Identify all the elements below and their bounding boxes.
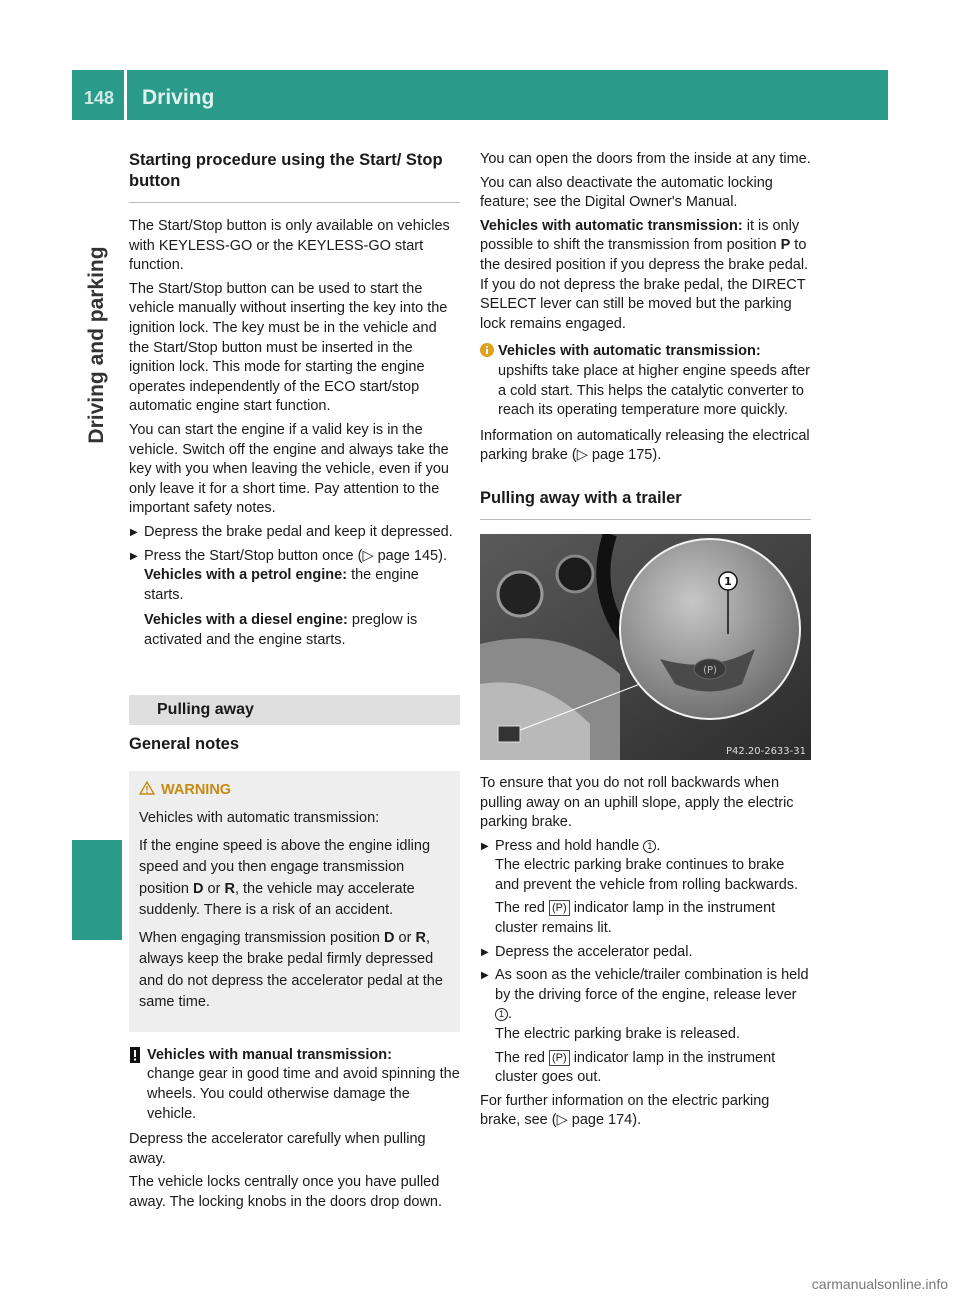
- diesel-label: Vehicles with a diesel engine:: [144, 612, 348, 629]
- info-note: [480, 342, 811, 420]
- svg-text:(P): (P): [703, 664, 717, 676]
- photo-code: P42.20-2633-31: [725, 745, 806, 757]
- step-text: Depress the brake pedal and keep it depressed.: [144, 523, 453, 540]
- subheading-general-notes: General notes: [129, 735, 240, 754]
- warning-text: When engaging transmission position D or R, always keep the brake pedal firmly depressed and do not depress the accelerator pedal at the same time.: [139, 929, 443, 1011]
- dashboard-photo: [480, 534, 811, 760]
- paragraph: To ensure that you do not roll backwards when pulling away on an uphill slope, apply the electric parking brake.: [480, 774, 794, 831]
- side-tab-label: Driving and parking: [85, 246, 108, 444]
- parking-brake-icon: (P): [549, 1050, 570, 1066]
- step-arrow-icon: ▶: [130, 550, 138, 562]
- step-arrow-icon: ▶: [130, 526, 138, 538]
- left-column: [129, 150, 460, 1217]
- warning-triangle-icon: [139, 781, 155, 795]
- exclamation-icon: [129, 1047, 141, 1063]
- page-reference-link[interactable]: ▷ page 175: [576, 447, 653, 464]
- petrol-label: Vehicles with a petrol engine:: [144, 567, 348, 584]
- warning-text: If the engine speed is above the engine idling speed and you then engage transmission position D or R, the vehicle may accelerate suddenly. There is a risk of an accident.: [139, 837, 431, 919]
- instruction-step: ▶ As soon as the vehicle/trailer combination is held by the driving force of the engine, release lever 1 . The electric parking brake is released. The red (P) indicator lamp in the instrument cluster goes out.: [481, 967, 809, 1086]
- paragraph: You can start the engine if a valid key is in the vehicle. Switch off the engine and always take the key with you when leaving the vehicle, even if you only leave it for a short time. Pay attention to the important safety notes.: [129, 421, 449, 517]
- info-text: upshifts take place at higher engine speeds after a cold start. This helps the catalytic converter to reach its operating temperature more quickly.: [498, 362, 810, 419]
- info-icon: [480, 343, 494, 357]
- right-column: [480, 150, 811, 1135]
- caution-label: Vehicles with manual transmission:: [147, 1046, 392, 1063]
- section-heading-start-stop: Starting procedure using the Start/ Stop button: [129, 150, 460, 203]
- paragraph: Information on automatically releasing the electrical parking brake (▷ page 175).: [480, 427, 810, 464]
- page-reference-link[interactable]: ▷ page 174: [556, 1112, 633, 1129]
- page-reference-link[interactable]: ▷ page 145: [362, 547, 439, 564]
- step-text: Press the Start/Stop button once (: [144, 547, 363, 564]
- section-banner-pulling-away: Pulling away: [129, 695, 460, 725]
- instruction-step: ▶ Press and hold handle 1 . The electric parking brake continues to brake and prevent the vehicle from rolling backwards. The red (P) indicator lamp in the instrument cluster remains lit.: [481, 837, 799, 937]
- side-tab-marker: [72, 840, 122, 940]
- paragraph: Depress the accelerator carefully when pulling away.: [129, 1131, 426, 1167]
- header-divider: [124, 70, 127, 120]
- instruction-step: ▶ Depress the accelerator pedal.: [480, 943, 811, 963]
- warning-box: [129, 771, 460, 1032]
- parking-brake-icon: (P): [549, 900, 570, 916]
- paragraph: You can also deactivate the automatic locking feature; see the Digital Owner's Manual.: [480, 174, 773, 211]
- callout-ref-icon: 1: [495, 1008, 508, 1021]
- caution-text: change gear in good time and avoid spinning the wheels. You could otherwise damage the vehicle.: [147, 1066, 460, 1122]
- diesel-text: preglow is activated and the engine starts.: [144, 612, 418, 648]
- page-header: [72, 70, 888, 120]
- side-tab: [72, 120, 122, 570]
- callout-number: 1: [724, 574, 732, 588]
- page-number: 148: [84, 88, 115, 108]
- footer-watermark: carmanualsonline.info: [811, 1276, 948, 1292]
- instruction-step: [129, 547, 460, 651]
- paragraph: The Start/Stop button is only available on vehicles with KEYLESS-GO or the KEYLESS-GO start function.: [129, 218, 450, 274]
- step-arrow-icon: ▶: [481, 946, 489, 958]
- step-arrow-icon: ▶: [481, 840, 489, 852]
- paragraph: The vehicle locks centrally once you have pulled away. The locking knobs in the doors drop down.: [129, 1174, 443, 1210]
- chapter-title: Driving: [142, 86, 215, 109]
- paragraph: You can open the doors from the inside at any time.: [480, 151, 811, 167]
- step-text: ).: [438, 547, 447, 564]
- caution-note: [129, 1046, 460, 1124]
- petrol-text: the engine starts.: [144, 567, 419, 603]
- warning-title-text: WARNING: [161, 781, 232, 798]
- instruction-step: [129, 523, 460, 543]
- warning-title: [139, 781, 452, 801]
- warning-text: Vehicles with automatic transmission:: [139, 810, 380, 827]
- info-label: Vehicles with automatic transmission:: [498, 343, 761, 360]
- callout-ref-icon: 1: [643, 840, 656, 853]
- step-arrow-icon: ▶: [481, 970, 489, 982]
- section-heading-trailer: Pulling away with a trailer: [480, 488, 811, 520]
- paragraph: The Start/Stop button can be used to start the vehicle manually without inserting the key into the ignition lock. The key must be in the vehicle and the Start/Stop button must be inserted in the ignition lock. This mode for starting the engine operates independently of the ECO start/stop automatic engine start function.: [129, 280, 448, 415]
- paragraph: For further information on the electric parking brake, see (▷ page 174).: [480, 1092, 770, 1129]
- paragraph: Vehicles with automatic transmission: it is only possible to shift the transmission from position P to the desired position if you depress the brake pedal. If you do not depress the brake pedal, the DIRECT SELECT lever can still be moved but the parking lock remains engaged.: [480, 217, 809, 332]
